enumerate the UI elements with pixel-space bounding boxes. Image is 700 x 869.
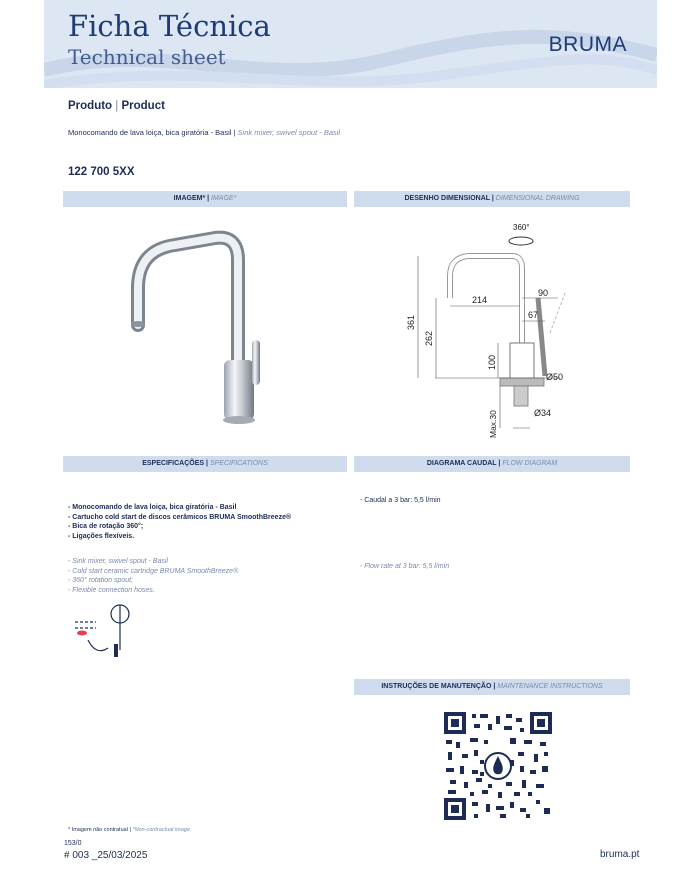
specs-list-en xyxy=(68,557,238,595)
specs-bar-en: SPECIFICATIONS xyxy=(209,460,268,467)
faucet-product-image xyxy=(120,220,300,425)
footer-note-pt: * Imagem não contratual xyxy=(68,827,128,833)
specs-section-bar: ESPECIFICAÇÕES | SPECIFICATIONS xyxy=(63,456,347,472)
drawing-section-bar: DESENHO DIMENSIONAL | DIMENSIONAL DRAWING xyxy=(354,191,630,207)
flow-section-bar: DIAGRAMA CAUDAL | FLOW DIAGRAM xyxy=(354,456,630,472)
dim-361: 361 xyxy=(406,314,416,330)
dim-90: 90 xyxy=(538,288,549,298)
dimensional-drawing xyxy=(400,218,600,443)
cold-start-lever-icon xyxy=(72,600,142,662)
specs-list-pt xyxy=(68,503,291,541)
product-desc-en: Sink mixer, swivel spout - Basil xyxy=(237,128,341,137)
drawing-bar-en: DIMENSIONAL DRAWING xyxy=(495,195,580,202)
page-title: Ficha Técnica xyxy=(68,9,271,43)
spec-item-en: - Flexible connection hoses. xyxy=(68,586,155,594)
image-bar-pt: IMAGEM* xyxy=(173,195,206,202)
spec-item-pt: - Ligações flexíveis. xyxy=(68,532,135,540)
flow-rate-pt: - Caudal a 3 bar: 5,5 l/min xyxy=(360,497,441,504)
footer-ref: 153/0 xyxy=(64,840,82,847)
flow-rate-en: - Flow rate at 3 bar: 5,5 l/min xyxy=(360,563,450,570)
spec-item-pt: - Monocomando de lava loiça, bica giratória - Basil xyxy=(68,504,237,511)
dim-max30: Max.30 xyxy=(488,410,498,438)
maint-bar-pt: INSTRUÇÕES DE MANUTENÇÃO xyxy=(381,683,492,690)
page-subtitle: Technical sheet xyxy=(68,45,226,69)
spec-item-en: - Sink mixer, swivel spout - Basil xyxy=(68,558,168,565)
dim-50: Ø50 xyxy=(546,372,564,382)
maintenance-qr-code[interactable] xyxy=(444,712,552,820)
spec-item-pt: - Cartucho cold start de discos cerâmicos BRUMA SmoothBreeze® xyxy=(68,513,292,521)
product-section-label: Produto | Product xyxy=(68,100,165,112)
dim-214: 214 xyxy=(472,295,488,305)
maintenance-section-bar: INSTRUÇÕES DE MANUTENÇÃO | MAINTENANCE INSTRUCTIONS xyxy=(354,679,630,695)
maint-bar-en: MAINTENANCE INSTRUCTIONS xyxy=(497,683,603,690)
image-bar-en: IMAGE* xyxy=(211,195,237,202)
footer-image-note: * Imagem não contratual | *Non-contractual image xyxy=(68,827,190,833)
dim-34: Ø34 xyxy=(534,408,552,418)
specs-bar-pt: ESPECIFICAÇÕES xyxy=(142,460,205,467)
header-banner xyxy=(44,0,657,88)
spec-item-pt: - Bica de rotação 360°; xyxy=(68,523,144,530)
footer-doc-id: # 003 _25/03/2025 xyxy=(64,850,148,861)
product-code: 122 700 5XX xyxy=(68,166,135,178)
product-desc-pt: Monocomando de lava loiça, bica giratória - Basil xyxy=(68,128,232,137)
footer-note-en: *Non-contractual image xyxy=(132,827,190,833)
rotation-label: 360° xyxy=(513,223,530,232)
product-description: Monocomando de lava loiça, bica giratória - Basil | Sink mixer, swivel spout - Basil xyxy=(68,128,341,137)
dim-100: 100 xyxy=(487,354,497,370)
dim-262: 262 xyxy=(424,330,434,346)
flow-bar-en: FLOW DIAGRAM xyxy=(502,460,558,467)
rotation-icon xyxy=(509,223,533,245)
spec-item-en: - Cold start ceramic cartridge BRUMA SmoothBreeze® xyxy=(68,567,239,575)
image-section-bar: IMAGEM* | IMAGE* xyxy=(63,191,347,207)
product-label-en: Product xyxy=(121,100,165,112)
product-label-pt: Produto xyxy=(68,100,113,112)
footer-website-link[interactable]: bruma.pt xyxy=(600,849,640,860)
drawing-bar-pt: DESENHO DIMENSIONAL xyxy=(404,195,490,202)
spec-item-en: - 360° rotation spout; xyxy=(68,577,134,584)
flow-bar-pt: DIAGRAMA CAUDAL xyxy=(426,460,497,467)
dim-67: 67 xyxy=(528,310,539,320)
brand-logo: BRUMA xyxy=(548,33,627,56)
